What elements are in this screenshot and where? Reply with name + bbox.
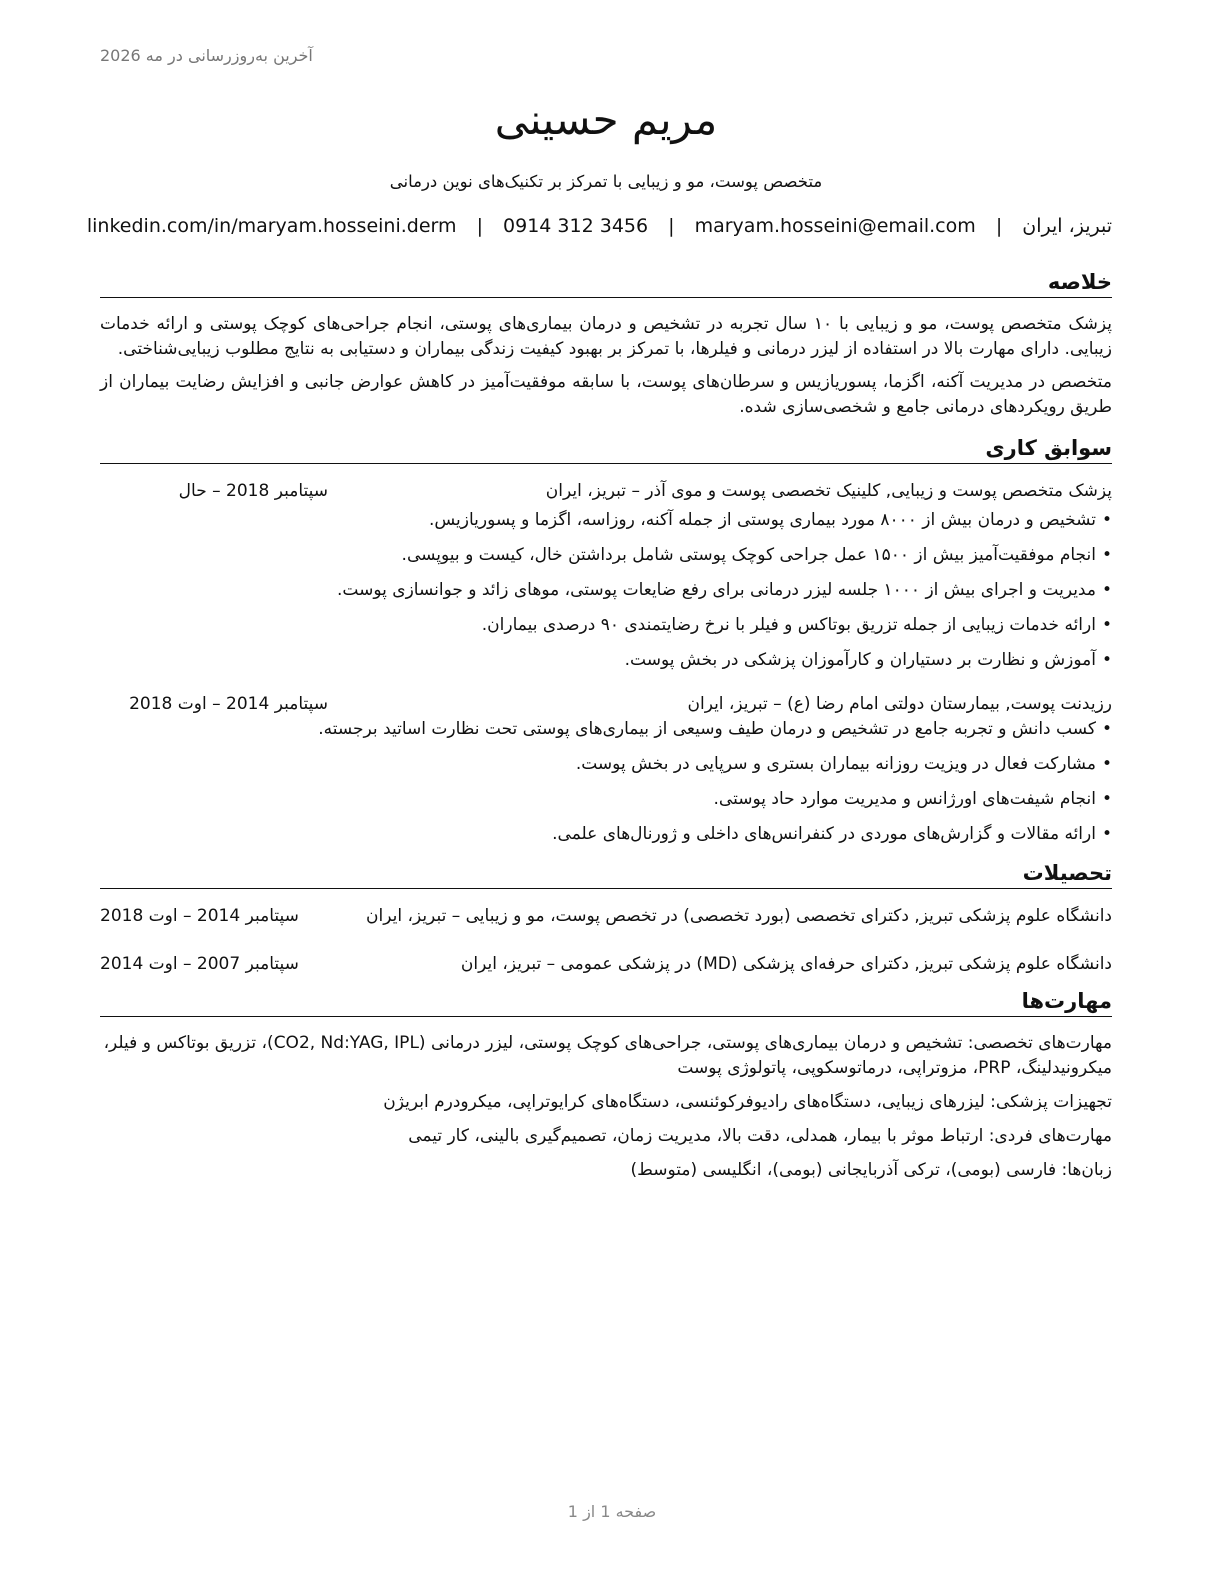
summary-paragraph: متخصص در مدیریت آکنه، اگزما، پسوریازیس و سرطان‌های پوست، با سابقه موفقیت‌آمیز در کاهش عوارض جانبی و افزایش رضایت بیماران از طریق رویکردهای درمانی جامع و شخصی‌سازی شده. xyxy=(100,372,1112,417)
job-bullet: •انجام شیفت‌های اورژانس و مدیریت موارد حاد پوستی. xyxy=(713,789,1112,809)
professional-subtitle: متخصص پوست، مو و زیبایی با تمرکز بر تکنیک‌های نوین درمانی xyxy=(389,172,823,191)
job-bullet: •مشارکت فعال در ویزیت روزانه بیماران بستری و سرپایی در بخش پوست. xyxy=(575,754,1112,774)
contact-separator: | xyxy=(995,215,1003,237)
skill-line: تجهیزات پزشکی: لیزرهای زیبایی، دستگاه‌های رادیوفرکوئنسی، دستگاه‌های کرایوتراپی، میکرودرم ابریژن xyxy=(383,1092,1112,1112)
contact-separator: | xyxy=(476,215,483,237)
skill-line: مهارت‌های فردی: ارتباط موثر با بیمار، همدلی، دقت بالا، مدیریت زمان، تصمیم‌گیری بالینی، کار تیمی xyxy=(408,1126,1112,1146)
person-name: مریم حسینی xyxy=(494,95,718,144)
last-updated-note: آخرین به‌روزرسانی در مه 2026 xyxy=(100,46,313,65)
job-bullet: •تشخیص و درمان بیش از ۸۰۰۰ مورد بیماری پوستی از جمله آکنه، روزاسه، اگزما و پسوریازیس. xyxy=(428,510,1112,530)
education-text: دانشگاه علوم پزشکی تبریز, دکترای حرفه‌ای پزشکی (MD) در پزشکی عمومی – تبریز، ایران xyxy=(460,954,1112,974)
job-header xyxy=(100,691,1112,717)
job-bullet: •ارائه خدمات زیبایی از جمله تزریق بوتاکس و فیلر با نرخ رضایتمندی ۹۰ درصدی بیماران. xyxy=(481,615,1112,635)
job-dates: سپتامبر 2018 – حال xyxy=(178,481,328,501)
job-bullet: •آموزش و نظارت بر دستیاران و کارآموزان پزشکی در بخش پوست. xyxy=(624,650,1112,670)
job-dates: سپتامبر 2014 – اوت 2018 xyxy=(129,694,328,714)
education-dates: سپتامبر 2014 – اوت 2018 xyxy=(100,906,299,926)
summary-heading: خلاصه xyxy=(100,268,1112,298)
job-header xyxy=(100,478,1112,504)
skill-line: مهارت‌های تخصصی: تشخیص و درمان بیماری‌های پوستی، جراحی‌های کوچک پوستی، لیزر درمانی (CO2, Nd:YAG, IPL)، تزریق بوتاکس و فیلر، میکرونیدلینگ، PRP، مزوتراپی، درماتوسکوپی، پاتولوژی پوست xyxy=(103,1033,1112,1078)
experience-heading: سوابق کاری xyxy=(100,434,1112,464)
job-bullet: •کسب دانش و تجربه جامع در تشخیص و درمان طیف وسیعی از بیماری‌های پوستی تحت نظارت اساتید برجسته. xyxy=(318,719,1112,739)
summary-paragraph: پزشک متخصص پوست، مو و زیبایی با ۱۰ سال تجربه در تشخیص و درمان بیماری‌های پوستی، انجام جراحی‌های کوچک پوستی و ارائه خدمات زیبایی. دارای مهارت بالا در استفاده از لیزر درمانی و فیلرها، با تمرکز بر بهبود کیفیت زندگی بیماران و دستیابی به نتایج مطلوب زیبایی‌شناختی. xyxy=(100,314,1112,359)
education-entry xyxy=(100,903,1112,929)
job-title: رزیدنت پوست, بیمارستان دولتی امام رضا (ع) – تبریز، ایران xyxy=(687,694,1112,714)
job-bullet: •مدیریت و اجرای بیش از ۱۰۰۰ جلسه لیزر درمانی برای رفع ضایعات پوستی، موهای زائد و جوانسازی پوست. xyxy=(337,580,1112,600)
contact-phone: 0914 312 3456 xyxy=(503,215,649,237)
contact-linkedin-link[interactable]: linkedin.com/in/maryam.hosseini.derm xyxy=(86,215,457,237)
education-dates: سپتامبر 2007 – اوت 2014 xyxy=(100,954,299,974)
job-entry xyxy=(100,478,1112,673)
job-bullet: •انجام موفقیت‌آمیز بیش از ۱۵۰۰ عمل جراحی کوچک پوستی شامل برداشتن خال، کیست و بیوپسی. xyxy=(401,545,1112,565)
resume-content xyxy=(86,92,1112,1192)
education-text: دانشگاه علوم پزشکی تبریز, دکترای تخصصی (بورد تخصصی) در تخصص پوست، مو و زیبایی – تبریز، ایران xyxy=(366,906,1112,926)
job-entry xyxy=(100,691,1112,847)
contact-separator: | xyxy=(668,215,675,237)
skill-line: زبان‌ها: فارسی (بومی)، ترکی آذربایجانی (بومی)، انگلیسی (متوسط) xyxy=(630,1160,1112,1180)
job-bullets xyxy=(100,717,1112,847)
education-entry xyxy=(100,951,1112,977)
education-heading: تحصیلات xyxy=(100,859,1112,889)
skills-heading: مهارت‌ها xyxy=(100,987,1112,1017)
job-bullet: •ارائه مقالات و گزارش‌های موردی در کنفرانس‌های داخلی و ژورنال‌های علمی. xyxy=(552,824,1112,844)
contact-location: تبریز، ایران xyxy=(1022,215,1112,237)
page-number: صفحه 1 از 1 xyxy=(567,1502,657,1521)
job-title: پزشک متخصص پوست و زیبایی, کلینیک تخصصی پوست و موی آذر – تبریز، ایران xyxy=(545,481,1112,501)
contact-line xyxy=(86,212,1112,240)
contact-email-link[interactable]: maryam.hosseini@email.com xyxy=(694,215,976,237)
job-bullets xyxy=(100,508,1112,673)
